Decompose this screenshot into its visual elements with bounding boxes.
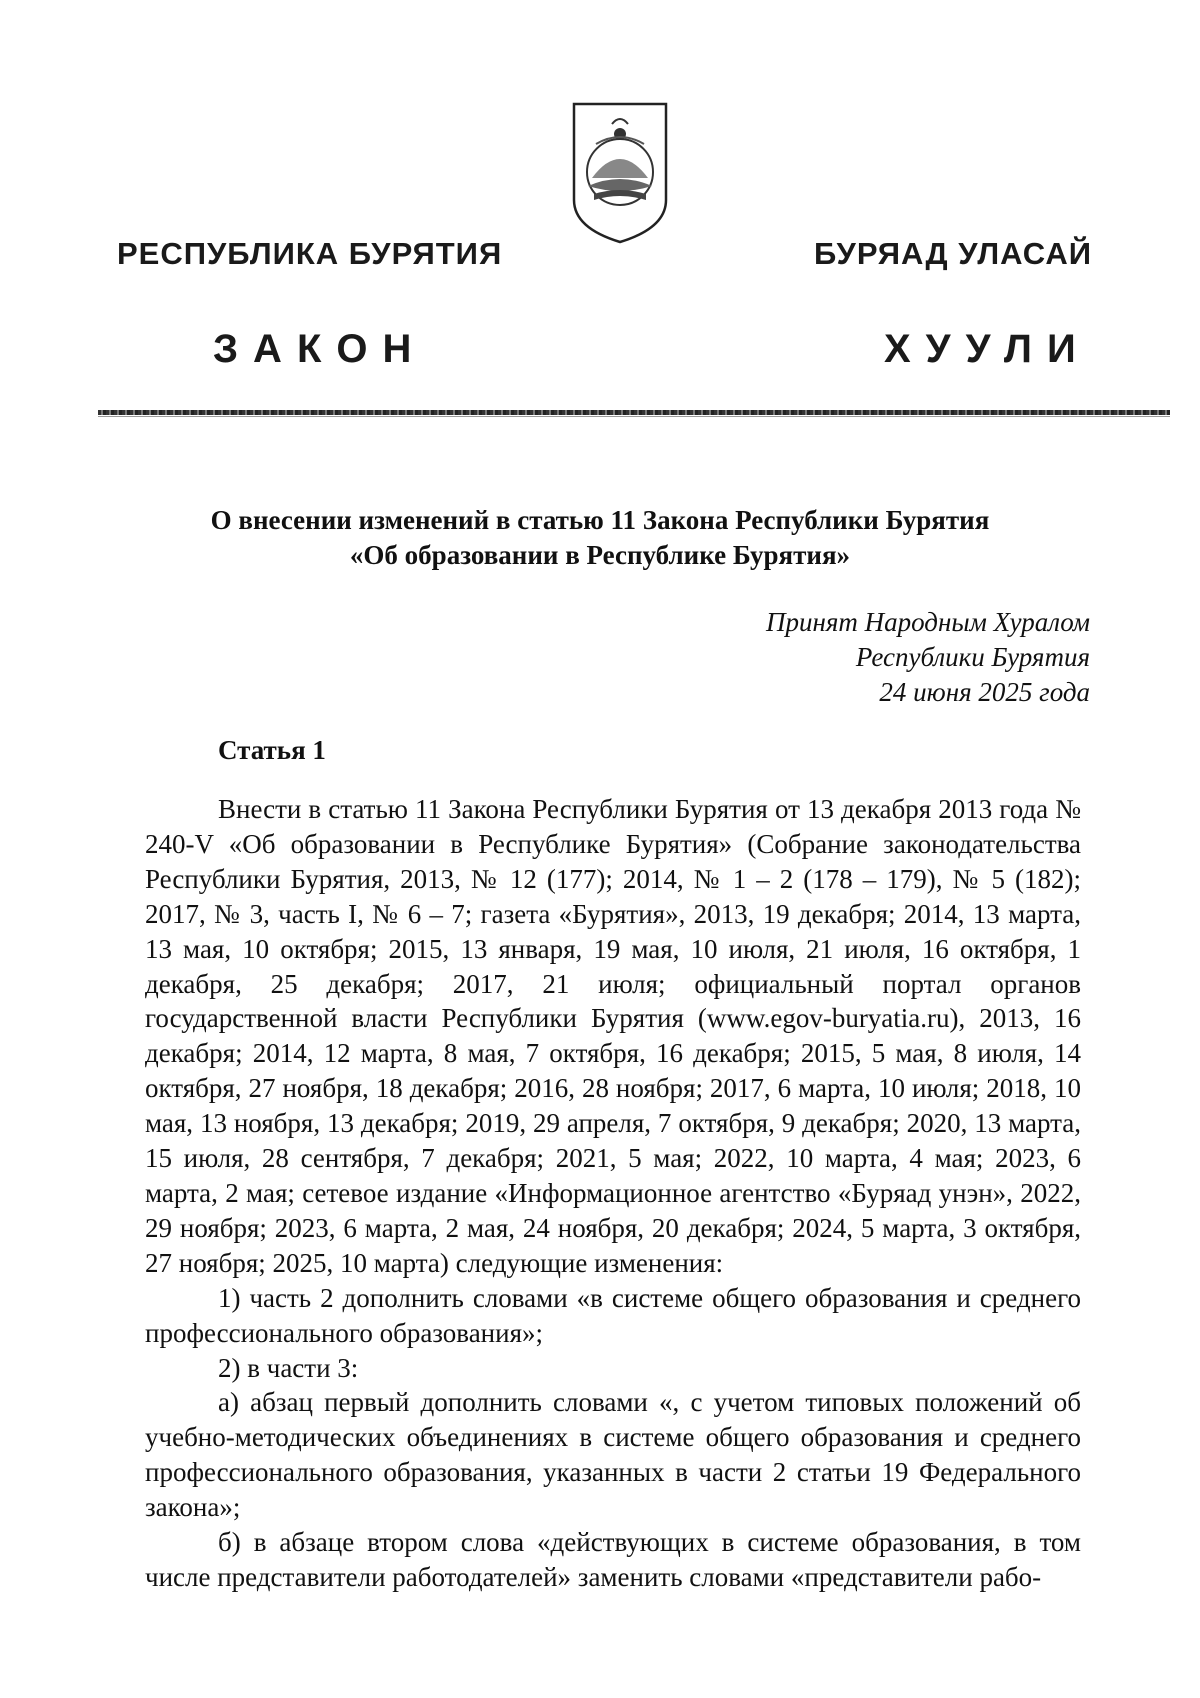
coat-of-arms-emblem [566, 100, 674, 244]
doc-type-russian: ЗАКОН [213, 327, 427, 371]
adoption-line-1: Принят Народным Хуралом [765, 607, 1090, 637]
law-title [100, 503, 1100, 573]
body-paragraph: а) абзац первый дополнить словами «, с учетом типовых положений об учебно-методических объединениях в системе общего образования и среднего профессионального образования, указанных в части 2 статьи 19 Федерального закона»; [145, 1387, 1081, 1523]
header-divider [98, 410, 1170, 415]
body-paragraph: 1) часть 2 дополнить словами «в системе общего образования и среднего профессионального образования»; [145, 1282, 1081, 1348]
republic-title-buryat: БУРЯАД УЛАСАЙ [814, 236, 1092, 271]
header-divider-underline [98, 416, 1170, 417]
doc-type-buryat: ХУУЛИ [884, 327, 1091, 371]
body-paragraph: 2) в части 3: [218, 1352, 359, 1383]
law-title-line-1: О внесении изменений в статью 11 Закона Республики Бурятия [210, 505, 990, 535]
article-heading: Статья 1 [218, 735, 326, 765]
body-paragraph: б) в абзаце втором слова «действующих в системе образования, в том числе представители работодателей» заменить словами «представители рабо- [145, 1527, 1081, 1592]
adoption-note [766, 605, 1090, 710]
adoption-date: 24 июня 2025 года [879, 677, 1090, 707]
body-paragraph: Внести в статью 11 Закона Республики Бурятия от 13 декабря 2013 года № 240-V «Об образовании в Республике Бурятия» (Собрание законодательства Республики Бурятия, 2013, № 12 (177); 2014, № 1 – 2 (178 – 179), № 5 (182); 2017, № 3, часть I, № 6 – 7; газета «Бурятия», 2013, 19 декабря; 2014, 13 марта, 13 мая, 10 октября; 2015, 13 января, 19 мая, 10 июля, 21 июля, 16 октября, 1 декабря, 25 декабря; 2017, 21 июля; официальный портал органов государственной власти Республики Бурятия (www.egov-buryatia.ru), 2013, 16 декабря; 2014, 12 марта, 8 мая, 7 октября, 16 декабря; 2015, 5 мая, 8 июля, 14 октября, 27 ноября, 18 декабря; 2016, 28 ноября; 2017, 6 марта, 10 июля; 2018, 10 мая, 13 ноября, 13 декабря; 2019, 29 апреля, 7 октября, 9 декабря; 2020, 13 марта, 15 июля, 28 сентября, 7 декабря; 2021, 5 мая; 2022, 10 марта, 4 мая; 2023, 6 марта, 2 мая; сетевое издание «Информационное агентство «Буряад унэн», 2022, 29 ноября; 2023, 6 марта, 2 мая, 24 ноября, 20 декабря; 2024, 5 марта, 3 октября, 27 ноября; 2025, 10 марта) следующие изменения: [145, 794, 1081, 1278]
law-title-line-2: «Об образовании в Республике Бурятия» [349, 540, 851, 570]
republic-title-russian: РЕСПУБЛИКА БУРЯТИЯ [117, 236, 503, 271]
adoption-line-2: Республики Бурятия [855, 642, 1090, 672]
article-body [145, 792, 1081, 1595]
